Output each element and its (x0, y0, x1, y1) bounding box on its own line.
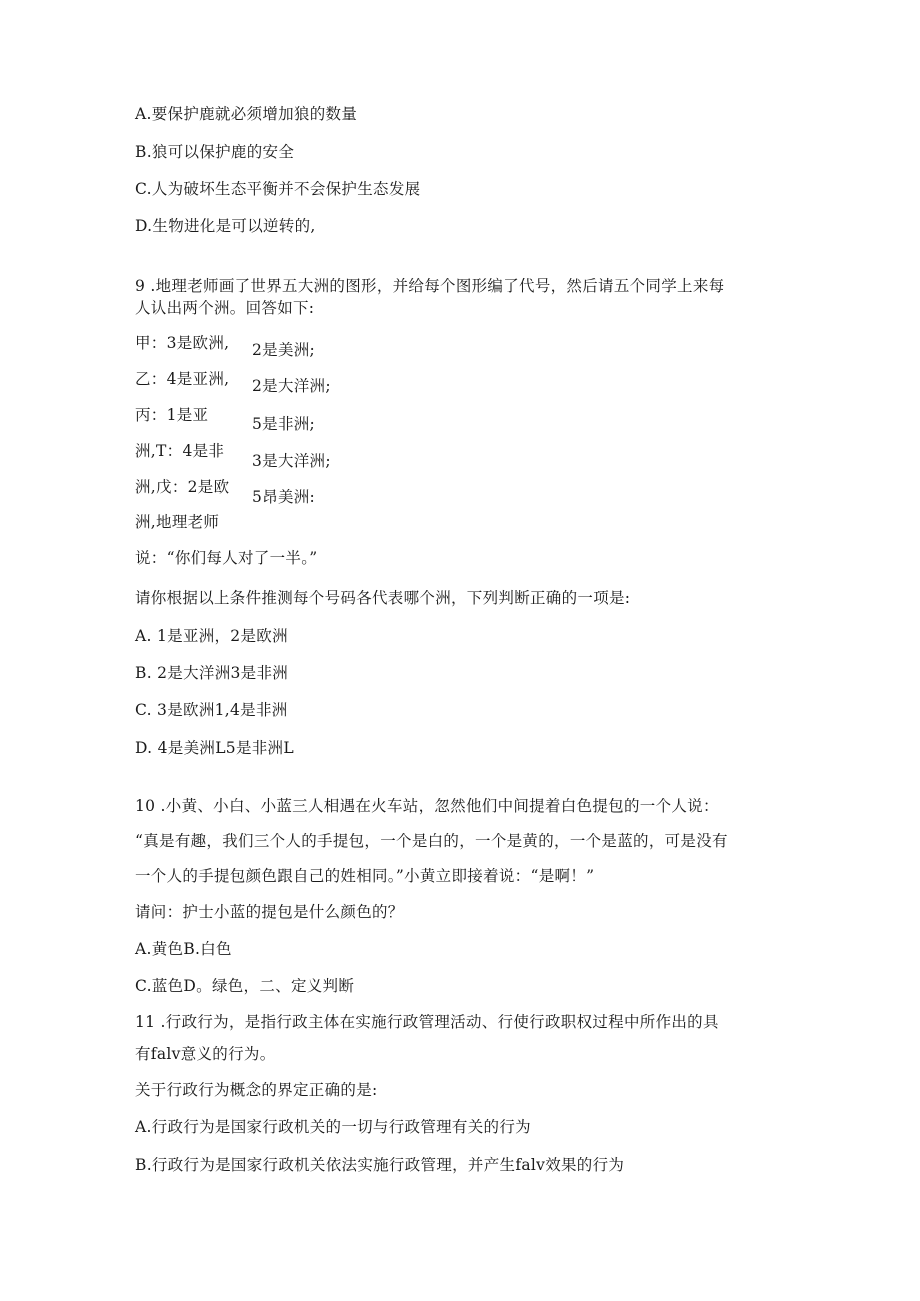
question-9-line1: 9 .地理老师画了世界五大洲的图形，并给每个图形编了代号，然后请五个同学上来每 (135, 277, 725, 295)
question-9-line2: 人认出两个洲。回答如下: (135, 299, 315, 317)
option-c-q9: C. 3是欧洲1,4是非洲 (135, 701, 288, 719)
question-9-prompt: 请你根据以上条件推测每个号码各代表哪个洲，下列判断正确的一项是: (135, 589, 631, 607)
option-c-q8: C.人为破坏生态平衡并不会保护生态发展 (135, 180, 421, 198)
answer-yi: 乙：4是亚洲, (135, 370, 230, 388)
question-10-line1: 10 .小黄、小白、小蓝三人相遇在火车站，忽然他们中间提着白色提包的一个人说： (135, 797, 719, 815)
answer-bing: 丙：1是亚 (135, 406, 209, 424)
answer-wu-2: 5昂美洲: (252, 488, 316, 506)
teacher-line2: 说：“你们每人对了一半。” (135, 549, 318, 567)
question-11-line1: 11 .行政行为，是指行政主体在实施行政管理活动、行使行政职权过程中所作出的具 (135, 1013, 719, 1031)
question-10-line2: “真是有趣，我们三个人的手提包，一个是白的，一个是黄的，一个是蓝的，可是没有 (135, 832, 728, 850)
option-d-q9: D. 4是美洲L5是非洲L (135, 739, 294, 757)
option-a-q11: A.行政行为是国家行政机关的一切与行政管理有关的行为 (135, 1118, 531, 1136)
question-10-line3: 一个人的手提包颜色跟自己的姓相同。”小黄立即接着说：“是啊！” (135, 867, 595, 885)
answer-bing-2: 5是非洲; (252, 415, 316, 433)
question-10-prompt: 请问：护士小蓝的提包是什么颜色的？ (135, 903, 404, 921)
option-ab-q10: A.黄色B.白色 (135, 940, 232, 958)
option-b-q9: B. 2是大洋洲3是非洲 (135, 664, 289, 682)
option-b-q11: B.行政行为是国家行政机关依法实施行政管理，并产生falv效果的行为 (135, 1156, 625, 1174)
option-a-q8: A.要保护鹿就必须增加狼的数量 (135, 105, 358, 123)
answer-ding: 洲,T：4是非 (135, 442, 225, 460)
question-11-line2: 有falv意义的行为。 (135, 1045, 276, 1063)
option-a-q9: A. 1是亚洲，2是欧洲 (135, 627, 288, 645)
answer-wu: 洲,戊：2是欧 (135, 478, 230, 496)
answer-yi-2: 2是大洋洲; (252, 377, 331, 395)
answer-ding-2: 3是大洋洲; (252, 452, 331, 470)
answer-jia: 甲：3是欧洲, (135, 334, 230, 352)
teacher-line1: 洲,地理老师 (135, 513, 220, 531)
option-cd-q10: C.蓝色D。绿色，二、定义判断 (135, 977, 355, 995)
question-11-prompt: 关于行政行为概念的界定正确的是: (135, 1081, 378, 1099)
option-b-q8: B.狼可以保护鹿的安全 (135, 143, 295, 161)
answer-jia-2: 2是美洲; (252, 341, 316, 359)
option-d-q8: D.生物进化是可以逆转的, (135, 217, 316, 235)
